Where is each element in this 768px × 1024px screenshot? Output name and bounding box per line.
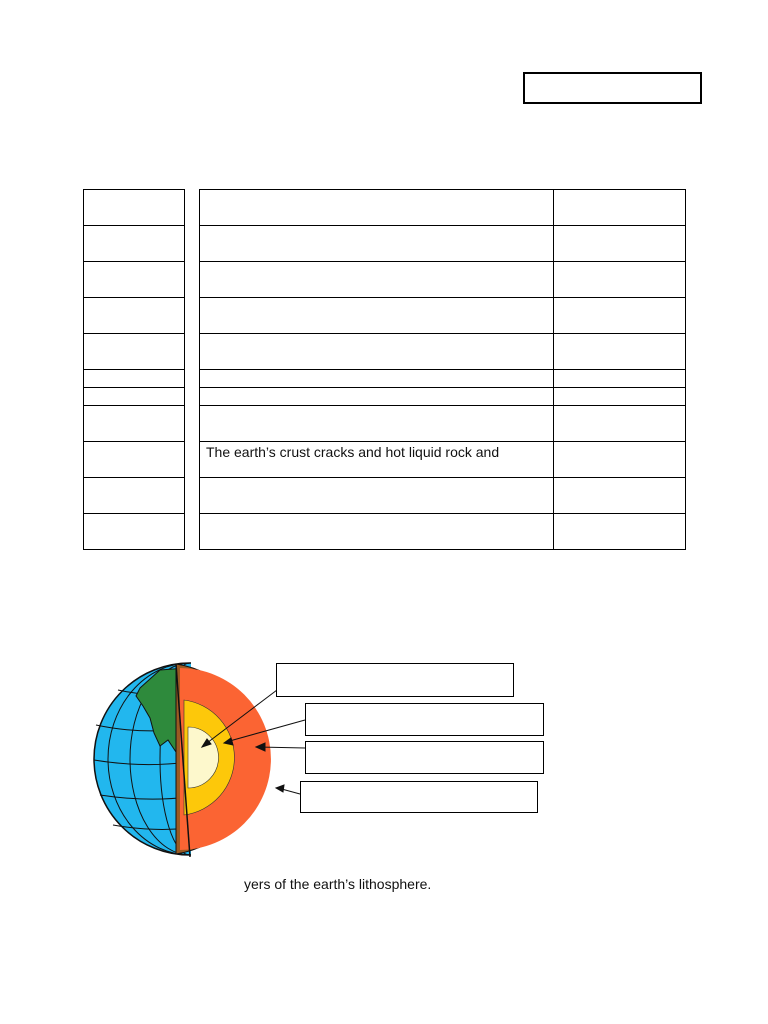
diagram-caption: yers of the earth’s lithosphere. xyxy=(244,876,432,892)
label-box-1[interactable] xyxy=(276,663,514,697)
cell-text: The earth’s crust cracks and hot liquid rock and xyxy=(206,444,500,460)
label-box-3[interactable] xyxy=(305,741,544,774)
label-box-4[interactable] xyxy=(300,781,538,813)
label-box-2[interactable] xyxy=(305,703,544,736)
arrowhead-4 xyxy=(276,785,284,792)
earth-cross-section xyxy=(176,664,271,857)
